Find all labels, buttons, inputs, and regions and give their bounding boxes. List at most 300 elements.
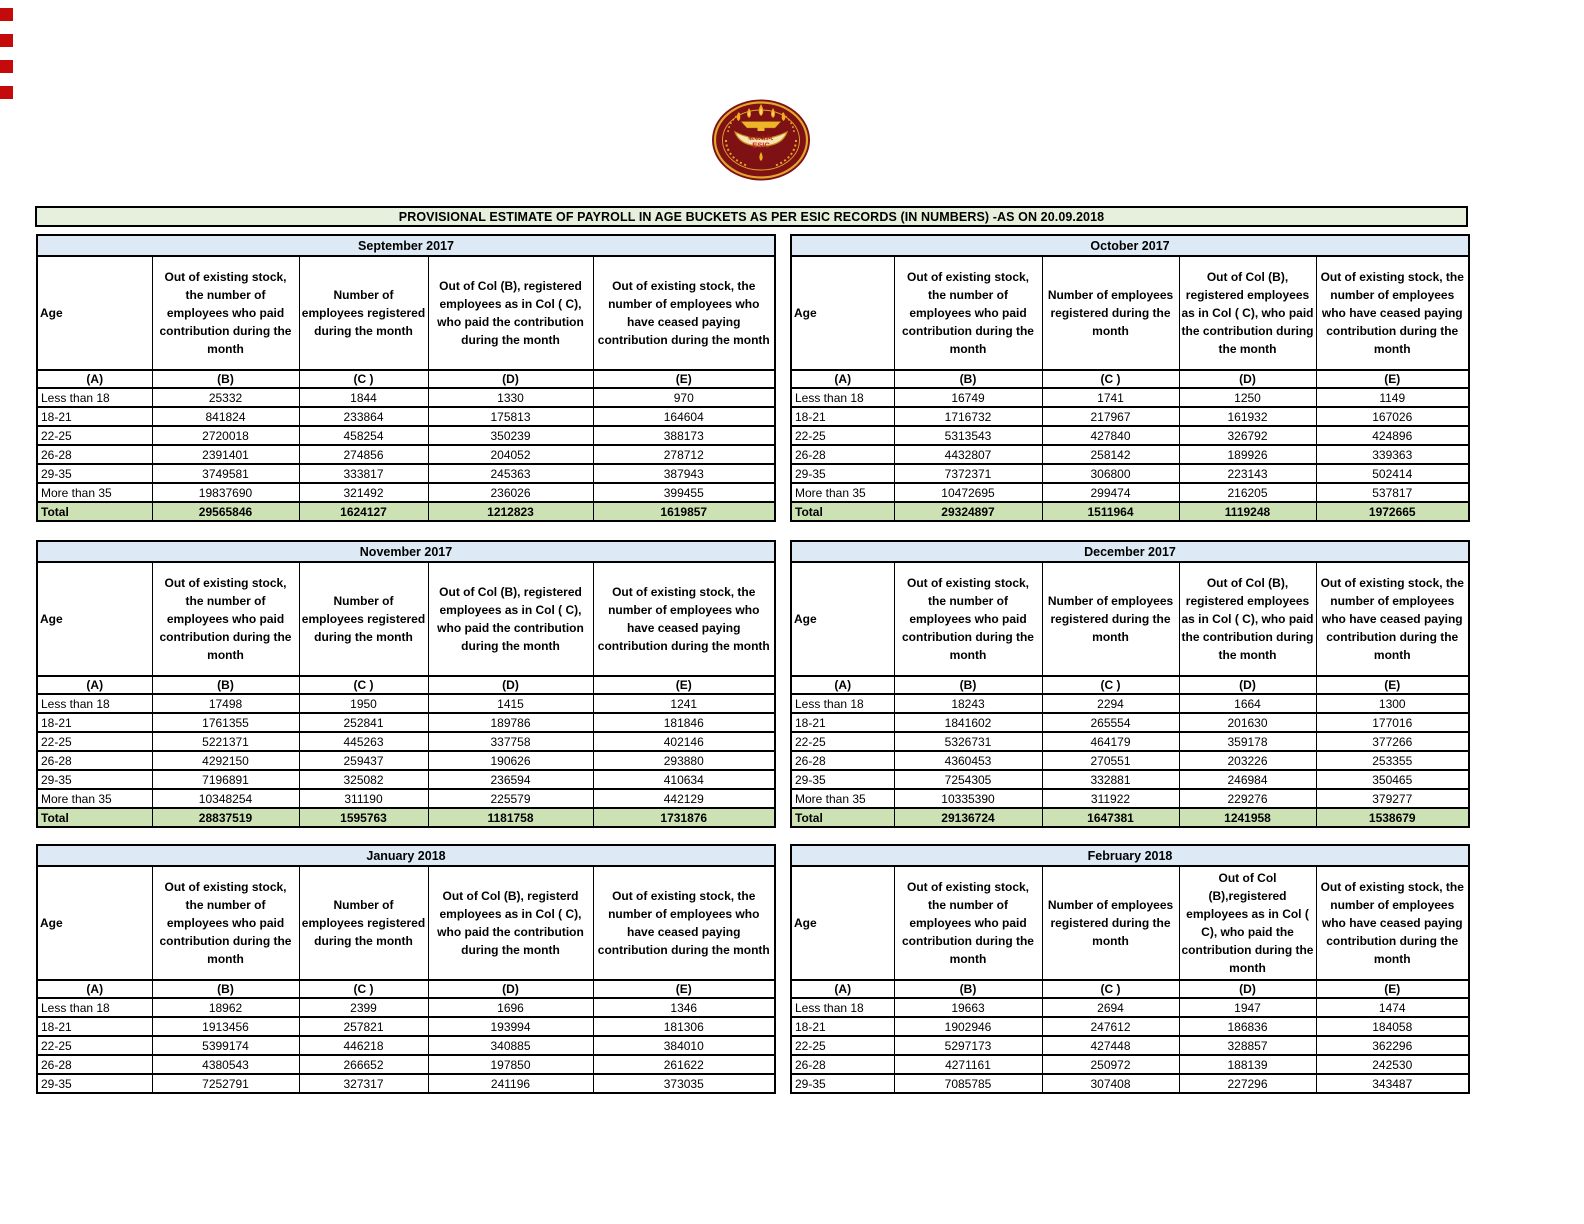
- value-cell: 19663: [894, 998, 1042, 1017]
- column-letter: (A): [791, 980, 894, 998]
- column-header: Number of employees registered during the month: [1042, 866, 1179, 980]
- table-row: [791, 713, 1469, 732]
- total-value: 1511964: [1042, 502, 1179, 521]
- value-cell: 7372371: [894, 464, 1042, 483]
- month-title: February 2018: [791, 845, 1469, 866]
- value-cell: 4292150: [152, 751, 299, 770]
- column-letter: (C ): [1042, 676, 1179, 694]
- table-row: [791, 770, 1469, 789]
- value-cell: 424896: [1316, 426, 1469, 445]
- table-row: [791, 1055, 1469, 1074]
- svg-text:क.रा.बी.नि.: क.रा.बी.नि.: [748, 136, 774, 142]
- table-row: [37, 998, 775, 1017]
- value-cell: 25332: [152, 388, 299, 407]
- column-header: Out of existing stock, the number of employees who paid contribution during the month: [894, 562, 1042, 676]
- value-cell: 278712: [593, 445, 775, 464]
- column-letter: (D): [428, 676, 593, 694]
- value-cell: 359178: [1179, 732, 1316, 751]
- column-letter: (B): [152, 980, 299, 998]
- age-cell: Less than 18: [37, 388, 152, 407]
- age-cell: 29-35: [791, 464, 894, 483]
- value-cell: 2294: [1042, 694, 1179, 713]
- value-cell: 339363: [1316, 445, 1469, 464]
- total-label: Total: [791, 502, 894, 521]
- age-header: Age: [37, 562, 152, 676]
- table-row: [37, 1074, 775, 1093]
- value-cell: 167026: [1316, 407, 1469, 426]
- esic-logo-icon: [710, 96, 812, 182]
- value-cell: 274856: [299, 445, 428, 464]
- value-cell: 350239: [428, 426, 593, 445]
- column-letter: (B): [152, 370, 299, 388]
- value-cell: 188139: [1179, 1055, 1316, 1074]
- column-header: Out of Col (B), registerd employees as in Col ( C), who paid the contribution during the month: [428, 866, 593, 980]
- table-row: [37, 751, 775, 770]
- table-row: [791, 1017, 1469, 1036]
- age-cell: 18-21: [37, 713, 152, 732]
- value-cell: 258142: [1042, 445, 1179, 464]
- value-cell: 5399174: [152, 1036, 299, 1055]
- value-cell: 227296: [1179, 1074, 1316, 1093]
- column-letter: (E): [1316, 370, 1469, 388]
- value-cell: 5297173: [894, 1036, 1042, 1055]
- age-cell: 29-35: [37, 464, 152, 483]
- table-row: [37, 1055, 775, 1074]
- total-row: [791, 502, 1469, 521]
- value-cell: 1761355: [152, 713, 299, 732]
- svg-text:ESIC: ESIC: [752, 140, 770, 150]
- age-cell: 18-21: [37, 407, 152, 426]
- value-cell: 190626: [428, 751, 593, 770]
- month-title-row: [791, 541, 1469, 562]
- column-letter: (B): [152, 676, 299, 694]
- value-cell: 4432807: [894, 445, 1042, 464]
- value-cell: 17498: [152, 694, 299, 713]
- value-cell: 181846: [593, 713, 775, 732]
- column-letter: (B): [894, 370, 1042, 388]
- total-value: 1241958: [1179, 808, 1316, 827]
- age-cell: 26-28: [791, 1055, 894, 1074]
- value-cell: 343487: [1316, 1074, 1469, 1093]
- value-cell: 161932: [1179, 407, 1316, 426]
- value-cell: 204052: [428, 445, 593, 464]
- table-row: [791, 751, 1469, 770]
- column-header: Out of Col (B), registered employees as in Col ( C), who paid the contribution during the month: [1179, 256, 1316, 370]
- column-letter: (B): [894, 676, 1042, 694]
- age-header: Age: [791, 256, 894, 370]
- value-cell: 327317: [299, 1074, 428, 1093]
- table-row: [37, 1017, 775, 1036]
- total-value: 1647381: [1042, 808, 1179, 827]
- header-row: [37, 562, 775, 676]
- column-letter: (C ): [1042, 980, 1179, 998]
- month-title-row: [37, 845, 775, 866]
- table-row: [791, 789, 1469, 808]
- age-header: Age: [791, 562, 894, 676]
- age-cell: More than 35: [791, 789, 894, 808]
- column-letter: (A): [791, 370, 894, 388]
- value-cell: 7252791: [152, 1074, 299, 1093]
- column-header: Number of employees registered during the month: [1042, 256, 1179, 370]
- value-cell: 2694: [1042, 998, 1179, 1017]
- value-cell: 340885: [428, 1036, 593, 1055]
- value-cell: 2391401: [152, 445, 299, 464]
- value-cell: 1902946: [894, 1017, 1042, 1036]
- value-cell: 841824: [152, 407, 299, 426]
- age-cell: 22-25: [791, 426, 894, 445]
- esic-logo: [710, 96, 812, 182]
- value-cell: 387943: [593, 464, 775, 483]
- value-cell: 5313543: [894, 426, 1042, 445]
- value-cell: 1474: [1316, 998, 1469, 1017]
- value-cell: 362296: [1316, 1036, 1469, 1055]
- table-row: [37, 426, 775, 445]
- value-cell: 1241: [593, 694, 775, 713]
- column-header: Out of existing stock, the number of employees who have ceased paying contribution during the month: [593, 256, 775, 370]
- table-row: [37, 445, 775, 464]
- column-header: Number of employees registered during the month: [299, 866, 428, 980]
- red-edge-mark: [0, 34, 13, 47]
- month-title: November 2017: [37, 541, 775, 562]
- column-header: Number of employees registered during the month: [299, 562, 428, 676]
- value-cell: 5221371: [152, 732, 299, 751]
- payroll-table-january-2018: [36, 844, 776, 1094]
- total-value: 1119248: [1179, 502, 1316, 521]
- value-cell: 458254: [299, 426, 428, 445]
- value-cell: 189926: [1179, 445, 1316, 464]
- column-header: Out of Col (B),registered employees as in Col ( C), who paid the contribution during the month: [1179, 866, 1316, 980]
- total-row: [791, 808, 1469, 827]
- column-header: Out of existing stock, the number of employees who have ceased paying contribution during the month: [593, 866, 775, 980]
- column-header: Out of existing stock, the number of employees who paid contribution during the month: [152, 866, 299, 980]
- table-row: [791, 732, 1469, 751]
- value-cell: 4380543: [152, 1055, 299, 1074]
- age-cell: 29-35: [791, 1074, 894, 1093]
- month-title-row: [37, 235, 775, 256]
- month-title: September 2017: [37, 235, 775, 256]
- value-cell: 18962: [152, 998, 299, 1017]
- table-row: [37, 1036, 775, 1055]
- table-row: [37, 694, 775, 713]
- month-title: October 2017: [791, 235, 1469, 256]
- column-letter: (D): [1179, 370, 1316, 388]
- value-cell: 197850: [428, 1055, 593, 1074]
- value-cell: 177016: [1316, 713, 1469, 732]
- column-header: Out of existing stock, the number of employees who have ceased paying contribution during the month: [1316, 256, 1469, 370]
- value-cell: 1844: [299, 388, 428, 407]
- table-row: [37, 713, 775, 732]
- value-cell: 299474: [1042, 483, 1179, 502]
- payroll-table-november-2017: [36, 540, 776, 828]
- column-header: Out of Col (B), registered employees as in Col ( C), who paid the contribution during the month: [428, 256, 593, 370]
- table-row: [791, 1036, 1469, 1055]
- age-cell: 29-35: [37, 770, 152, 789]
- value-cell: 1841602: [894, 713, 1042, 732]
- value-cell: 252841: [299, 713, 428, 732]
- table-row: [791, 407, 1469, 426]
- value-cell: 245363: [428, 464, 593, 483]
- value-cell: 306800: [1042, 464, 1179, 483]
- table-row: [37, 464, 775, 483]
- value-cell: 2399: [299, 998, 428, 1017]
- column-letter: (D): [428, 980, 593, 998]
- column-letter: (E): [1316, 676, 1469, 694]
- value-cell: 10472695: [894, 483, 1042, 502]
- value-cell: 333817: [299, 464, 428, 483]
- total-row: [37, 502, 775, 521]
- red-edge-mark: [0, 86, 13, 99]
- value-cell: 7085785: [894, 1074, 1042, 1093]
- report-title: PROVISIONAL ESTIMATE OF PAYROLL IN AGE BUCKETS AS PER ESIC RECORDS (IN NUMBERS) -AS ON 20.09.2018: [35, 206, 1468, 227]
- column-letter: (E): [593, 676, 775, 694]
- value-cell: 10348254: [152, 789, 299, 808]
- value-cell: 247612: [1042, 1017, 1179, 1036]
- column-letter: (E): [593, 370, 775, 388]
- column-header: Out of existing stock, the number of employees who have ceased paying contribution during the month: [1316, 866, 1469, 980]
- table-row: [37, 483, 775, 502]
- total-value: 29136724: [894, 808, 1042, 827]
- value-cell: 1250: [1179, 388, 1316, 407]
- month-title-row: [791, 235, 1469, 256]
- age-cell: 18-21: [791, 407, 894, 426]
- age-cell: 18-21: [37, 1017, 152, 1036]
- value-cell: 270551: [1042, 751, 1179, 770]
- column-letter: (E): [593, 980, 775, 998]
- column-letter-row: [791, 980, 1469, 998]
- column-header: Number of employees registered during the month: [1042, 562, 1179, 676]
- value-cell: 201630: [1179, 713, 1316, 732]
- age-cell: 29-35: [791, 770, 894, 789]
- value-cell: 402146: [593, 732, 775, 751]
- value-cell: 388173: [593, 426, 775, 445]
- value-cell: 337758: [428, 732, 593, 751]
- value-cell: 2720018: [152, 426, 299, 445]
- column-letter: (A): [37, 370, 152, 388]
- table-row: [791, 483, 1469, 502]
- value-cell: 164604: [593, 407, 775, 426]
- value-cell: 184058: [1316, 1017, 1469, 1036]
- age-cell: 26-28: [37, 751, 152, 770]
- total-label: Total: [37, 808, 152, 827]
- value-cell: 311922: [1042, 789, 1179, 808]
- value-cell: 350465: [1316, 770, 1469, 789]
- value-cell: 311190: [299, 789, 428, 808]
- value-cell: 1741: [1042, 388, 1179, 407]
- age-header: Age: [37, 256, 152, 370]
- total-row: [37, 808, 775, 827]
- age-cell: 22-25: [791, 732, 894, 751]
- value-cell: 379277: [1316, 789, 1469, 808]
- age-cell: 29-35: [37, 1074, 152, 1093]
- value-cell: 265554: [1042, 713, 1179, 732]
- value-cell: 225579: [428, 789, 593, 808]
- value-cell: 250972: [1042, 1055, 1179, 1074]
- month-title: December 2017: [791, 541, 1469, 562]
- total-value: 28837519: [152, 808, 299, 827]
- value-cell: 1716732: [894, 407, 1042, 426]
- column-letter: (C ): [299, 980, 428, 998]
- value-cell: 445263: [299, 732, 428, 751]
- value-cell: 427840: [1042, 426, 1179, 445]
- month-title-row: [791, 845, 1469, 866]
- value-cell: 399455: [593, 483, 775, 502]
- value-cell: 19837690: [152, 483, 299, 502]
- value-cell: 502414: [1316, 464, 1469, 483]
- value-cell: 7196891: [152, 770, 299, 789]
- value-cell: 325082: [299, 770, 428, 789]
- payroll-table-february-2018: [790, 844, 1470, 1094]
- table-row: [37, 388, 775, 407]
- age-cell: 18-21: [791, 713, 894, 732]
- value-cell: 464179: [1042, 732, 1179, 751]
- value-cell: 253355: [1316, 751, 1469, 770]
- value-cell: 4271161: [894, 1055, 1042, 1074]
- value-cell: 241196: [428, 1074, 593, 1093]
- value-cell: 537817: [1316, 483, 1469, 502]
- total-value: 29565846: [152, 502, 299, 521]
- age-cell: 26-28: [37, 1055, 152, 1074]
- value-cell: 3749581: [152, 464, 299, 483]
- age-cell: 22-25: [791, 1036, 894, 1055]
- value-cell: 1415: [428, 694, 593, 713]
- column-letter: (D): [1179, 980, 1316, 998]
- age-cell: 18-21: [791, 1017, 894, 1036]
- value-cell: 175813: [428, 407, 593, 426]
- column-letter-row: [791, 676, 1469, 694]
- value-cell: 266652: [299, 1055, 428, 1074]
- age-cell: Less than 18: [791, 388, 894, 407]
- value-cell: 217967: [1042, 407, 1179, 426]
- column-header: Number of employees registered during the month: [299, 256, 428, 370]
- value-cell: 1950: [299, 694, 428, 713]
- value-cell: 229276: [1179, 789, 1316, 808]
- value-cell: 236026: [428, 483, 593, 502]
- total-value: 1619857: [593, 502, 775, 521]
- value-cell: 384010: [593, 1036, 775, 1055]
- value-cell: 377266: [1316, 732, 1469, 751]
- value-cell: 4360453: [894, 751, 1042, 770]
- table-row: [791, 426, 1469, 445]
- value-cell: 442129: [593, 789, 775, 808]
- value-cell: 236594: [428, 770, 593, 789]
- value-cell: 1913456: [152, 1017, 299, 1036]
- value-cell: 189786: [428, 713, 593, 732]
- column-header: Out of existing stock, the number of employees who have ceased paying contribution during the month: [1316, 562, 1469, 676]
- value-cell: 203226: [1179, 751, 1316, 770]
- value-cell: 5326731: [894, 732, 1042, 751]
- value-cell: 257821: [299, 1017, 428, 1036]
- value-cell: 307408: [1042, 1074, 1179, 1093]
- value-cell: 427448: [1042, 1036, 1179, 1055]
- age-cell: More than 35: [37, 789, 152, 808]
- total-value: 1624127: [299, 502, 428, 521]
- column-letter: (A): [37, 676, 152, 694]
- column-letter-row: [791, 370, 1469, 388]
- total-value: 29324897: [894, 502, 1042, 521]
- total-value: 1538679: [1316, 808, 1469, 827]
- table-row: [791, 1074, 1469, 1093]
- column-letter: (A): [791, 676, 894, 694]
- value-cell: 18243: [894, 694, 1042, 713]
- value-cell: 410634: [593, 770, 775, 789]
- value-cell: 1300: [1316, 694, 1469, 713]
- total-value: 1595763: [299, 808, 428, 827]
- value-cell: 10335390: [894, 789, 1042, 808]
- column-letter: (E): [1316, 980, 1469, 998]
- column-letter: (B): [894, 980, 1042, 998]
- value-cell: 259437: [299, 751, 428, 770]
- column-header: Out of Col (B), registered employees as in Col ( C), who paid the contribution during the month: [1179, 562, 1316, 676]
- value-cell: 1149: [1316, 388, 1469, 407]
- value-cell: 1346: [593, 998, 775, 1017]
- column-letter-row: [37, 370, 775, 388]
- payroll-table-october-2017: [790, 234, 1470, 522]
- age-cell: 26-28: [791, 751, 894, 770]
- table-row: [37, 407, 775, 426]
- payroll-table-december-2017: [790, 540, 1470, 828]
- value-cell: 326792: [1179, 426, 1316, 445]
- value-cell: 970: [593, 388, 775, 407]
- table-row: [791, 694, 1469, 713]
- age-cell: 26-28: [37, 445, 152, 464]
- total-label: Total: [37, 502, 152, 521]
- column-letter-row: [37, 676, 775, 694]
- header-row: [37, 866, 775, 980]
- value-cell: 1330: [428, 388, 593, 407]
- age-cell: More than 35: [37, 483, 152, 502]
- column-header: Out of Col (B), registered employees as in Col ( C), who paid the contribution during the month: [428, 562, 593, 676]
- column-header: Out of existing stock, the number of employees who paid contribution during the month: [152, 562, 299, 676]
- value-cell: 1947: [1179, 998, 1316, 1017]
- age-cell: Less than 18: [791, 694, 894, 713]
- value-cell: 193994: [428, 1017, 593, 1036]
- header-row: [791, 866, 1469, 980]
- column-letter: (D): [1179, 676, 1316, 694]
- age-header: Age: [37, 866, 152, 980]
- age-cell: Less than 18: [791, 998, 894, 1017]
- value-cell: 216205: [1179, 483, 1316, 502]
- column-header: Out of existing stock, the number of employees who paid contribution during the month: [894, 256, 1042, 370]
- column-letter: (A): [37, 980, 152, 998]
- total-value: 1972665: [1316, 502, 1469, 521]
- value-cell: 223143: [1179, 464, 1316, 483]
- table-row: [791, 464, 1469, 483]
- value-cell: 1696: [428, 998, 593, 1017]
- value-cell: 1664: [1179, 694, 1316, 713]
- value-cell: 446218: [299, 1036, 428, 1055]
- column-letter: (D): [428, 370, 593, 388]
- value-cell: 373035: [593, 1074, 775, 1093]
- age-cell: 22-25: [37, 1036, 152, 1055]
- column-header: Out of existing stock, the number of employees who paid contribution during the month: [152, 256, 299, 370]
- value-cell: 261622: [593, 1055, 775, 1074]
- header-row: [791, 256, 1469, 370]
- column-letter-row: [37, 980, 775, 998]
- month-title-row: [37, 541, 775, 562]
- age-cell: 22-25: [37, 732, 152, 751]
- header-row: [791, 562, 1469, 676]
- age-cell: Less than 18: [37, 694, 152, 713]
- value-cell: 16749: [894, 388, 1042, 407]
- value-cell: 332881: [1042, 770, 1179, 789]
- value-cell: 293880: [593, 751, 775, 770]
- table-row: [37, 732, 775, 751]
- column-header: Out of existing stock, the number of employees who paid contribution during the month: [894, 866, 1042, 980]
- value-cell: 242530: [1316, 1055, 1469, 1074]
- value-cell: 246984: [1179, 770, 1316, 789]
- column-header: Out of existing stock, the number of employees who have ceased paying contribution during the month: [593, 562, 775, 676]
- table-row: [37, 770, 775, 789]
